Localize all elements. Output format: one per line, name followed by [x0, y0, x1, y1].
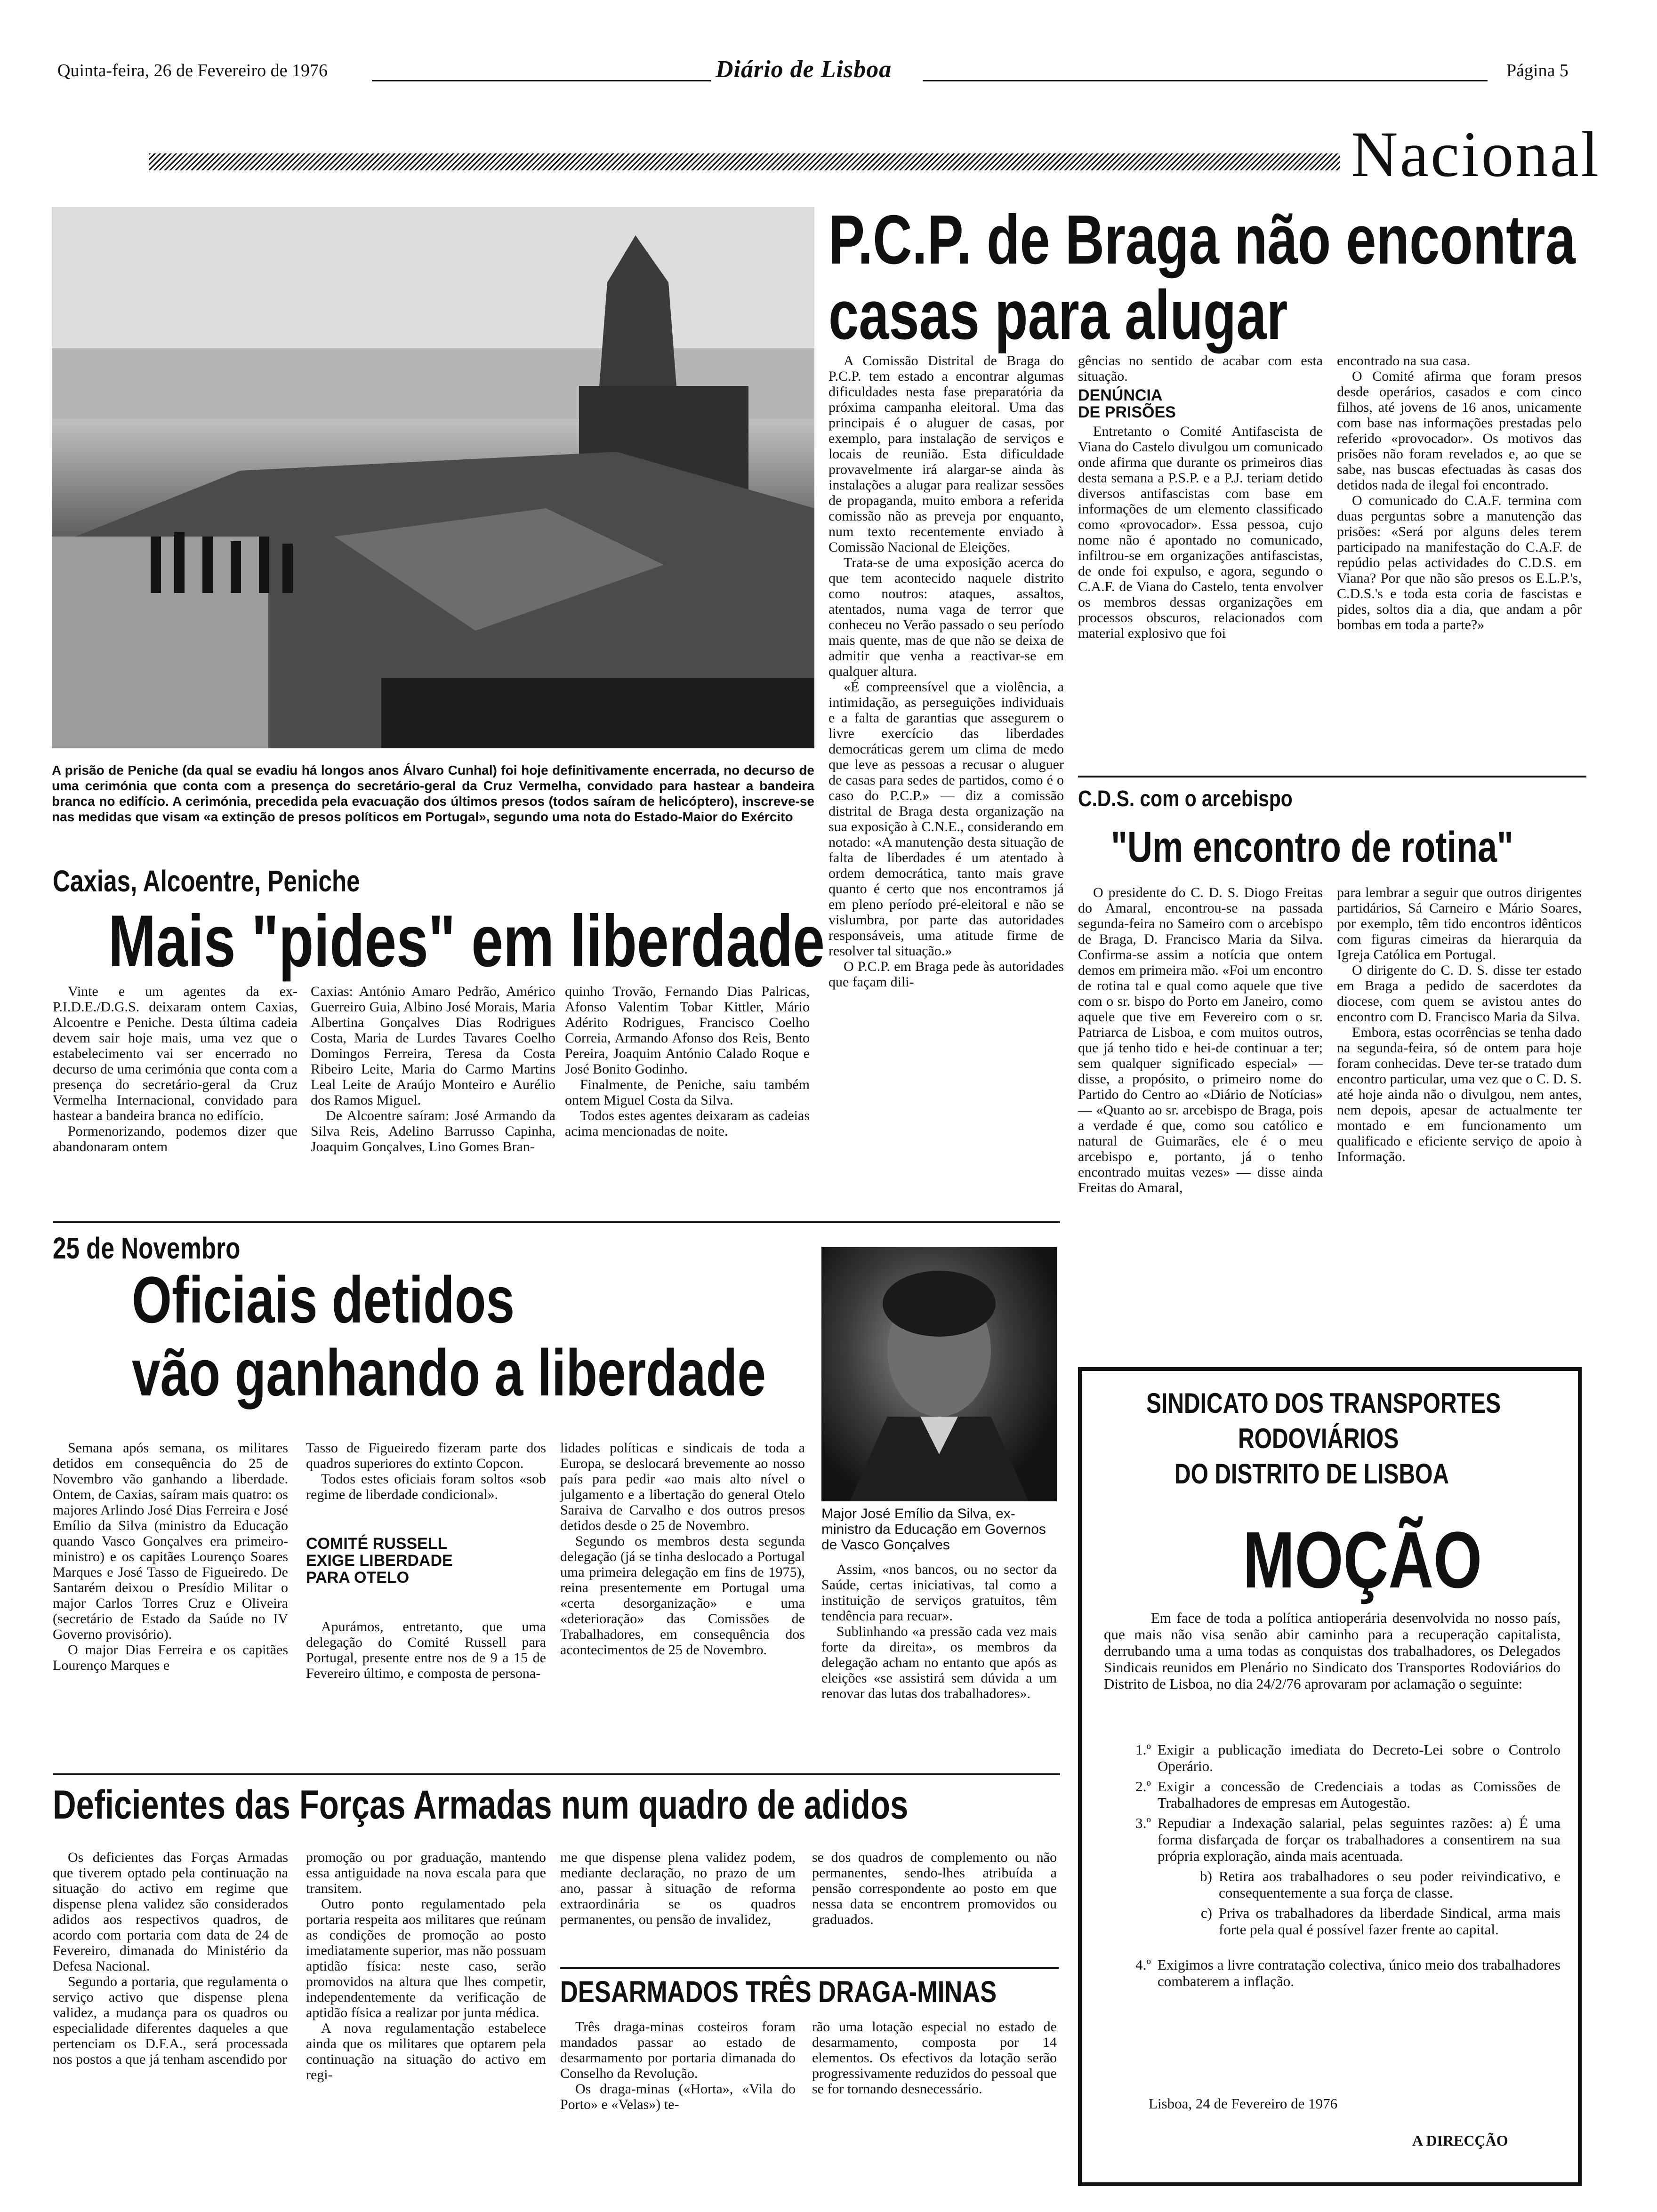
- cds-column-2: [1337, 885, 1582, 1164]
- deficientes-column-2: [306, 1850, 546, 2083]
- pides-kicker: Caxias, Alcoentre, Peniche: [53, 864, 360, 898]
- cds-kicker: C.D.S. com o arcebispo: [1078, 786, 1293, 811]
- deficientes-column-1: [53, 1850, 288, 2067]
- deficientes-headline: Deficientes das Forças Armadas num quadro de adidos: [53, 1782, 909, 1827]
- oficiais-paragraph: Todos estes oficiais foram soltos «sob regime de liberdade condicional».: [306, 1471, 546, 1502]
- oficiais-paragraph: Assim, «nos bancos, ou no sector da Saúde, certas iniciativas, tal como a instituição de serviços gratuitos, têm tendência para recuar».: [821, 1562, 1057, 1624]
- braga-column-2: [1078, 353, 1323, 641]
- braga-column-3: [1337, 353, 1582, 633]
- cds-paragraph: para lembrar a seguir que outros dirigentes partidários, Sá Carneiro e Mário Soares, por exemplo, têm tido encontros idênticos com figuras cimeiras da hierarquia da Igreja Católica em Portugal.: [1337, 885, 1582, 962]
- braga-column-1: [828, 353, 1064, 990]
- deficientes-paragraph: A nova regulamentação estabelece ainda que os militares que optarem pela continuação na situação do activo em regi-: [306, 2020, 546, 2083]
- deficientes-top-rule: [53, 1773, 1060, 1775]
- pides-column-1: [53, 984, 298, 1154]
- braga-paragraph: encontrado na sua casa.: [1337, 353, 1471, 369]
- mocao-title: MOÇÃO: [1243, 1515, 1482, 1605]
- header-rule-left: [372, 80, 711, 81]
- draga-top-rule: [560, 1967, 1059, 1969]
- oficiais-paragraph: Segundo os membros desta segunda delegação (já se tinha deslocado a Portugal uma primeira delegação em fins de 1975), reina presentemente em Portugal uma «certa desorganização» e uma «deterioração» das Comissões de Trabalhadores, em consequência dos acontecimentos de 25 de Novembro.: [560, 1533, 805, 1658]
- oficiais-paragraph: Sublinhando «a pressão cada vez mais forte da direita», os membros da delegação acham no entanto que após as eleições «se assistirá sem dúvida a um renovar das lutas dos trabalhadores».: [821, 1624, 1057, 1701]
- mocao-org-line1: SINDICATO DOS TRANSPORTES: [1146, 1387, 1501, 1419]
- pides-paragraph: De Alcoentre saíram: José Armando da Silva Reis, Adelino Barrusso Capinha, Joaquim Gonçalves, Lino Gomes Bran-: [311, 1108, 555, 1154]
- deficientes-paragraph: Segundo a portaria, que regulamenta o serviço activo que dispense plena validez, a mudança para os quadros ou especialidade diferentes daqueles a que pertenciam os D.F.A., será processada nos postos a que já tenham ascendido por: [53, 1974, 288, 2067]
- masthead: Diário de Lisboa: [716, 56, 892, 83]
- peniche-prison-photo: [52, 207, 814, 748]
- deficientes-paragraph: promoção ou por graduação, mantendo essa antiguidade na nova escala para que transitem.: [306, 1850, 546, 1896]
- deficientes-paragraph: Os deficientes das Forças Armadas que tiverem optado pela continuação na situação do activo em regime que dispense plena validez são considerados adidos aos respectivos quadros, de acordo com portaria com data de 24 de Fevereiro, dimanada do Ministério da Defesa Nacional.: [53, 1850, 288, 1974]
- peniche-photo-illustration: [52, 207, 814, 748]
- mocao-item-number: b): [1200, 1868, 1212, 1884]
- mocao-item: [1104, 1778, 1560, 1811]
- oficiais-paragraph: lidades políticas e sindicais de toda a Europa, se deslocará brevemente ao nosso país para pedir «ao mais alto nível o julgamento e a libertação do general Otelo Saraiva de Carvalho e dos outros presos detidos desde o 25 de Novembro.: [560, 1440, 805, 1533]
- draga-paragraph: Três draga-minas costeiros foram mandados passar ao estado de desarmamento por portaria dimanada do Conselho da Revolução.: [560, 2019, 796, 2081]
- mocao-item-number: 4.º: [1135, 1956, 1151, 1973]
- pides-column-3: [565, 984, 810, 1139]
- mocao-item-number: c): [1200, 1905, 1212, 1921]
- mocao-item-text: Retira aos trabalhadores o seu poder reivindicativo, e consequentemente a sua força de classe.: [1219, 1868, 1560, 1901]
- mocao-org-line2: RODOVIÁRIOS: [1238, 1423, 1399, 1454]
- oficiais-kicker: 25 de Novembro: [53, 1231, 241, 1265]
- mocao-items: [1104, 1741, 1560, 1993]
- cds-paragraph: O presidente do C. D. S. Diogo Freitas do Amaral, encontrou-se na passada segunda-feira no Sameiro com o arcebispo de Braga, D. Francisco Maria da Silva. Confirma-se assim a notícia que ontem demos em primeira mão. «Foi um encontro de rotina tal e qual como aquele que tive com o sr. bispo do Porto em Janeiro, como aquele que tive em Fevereiro com o sr. Patriarca de Lisboa, e com muitos outros, que já tenho tido e hei-de continuar a ter; sem qualquer significado especial» — disse, a propósito, o primeiro nome do Partido do Centro ao «Diário de Notícias» — «Quanto ao sr. arcebispo de Braga, pois a verdade é que, como sou católico e natural de Guimarães, ele é o meu arcebispo e, portanto, já o tenho encontrado muitas vezes» — disse ainda Freitas do Amaral,: [1078, 885, 1323, 1195]
- mocao-intro: Em face de toda a política antioperária desenvolvida no nosso país, que mais não visa senão abir caminho para a recuperação capitalista, derrubando uma a uma todas as conquistas dos trabalhadores, os Delegados Sindicais reunidos em Plenário no Sindicato dos Transportes Rodoviários do Distrito de Lisboa, no dia 24/2/76 aprovaram por aclamação o seguinte:: [1104, 1610, 1560, 1692]
- denuncia-subhead: DENÚNCIA DE PRISÕES: [1078, 386, 1176, 421]
- pides-headline: Mais "pides" em liberdade: [108, 900, 825, 982]
- section-title: Nacional: [1351, 118, 1601, 190]
- braga-paragraph: O Comité afirma que foram presos desde operários, casados e com cinco filhos, até jovens de 16 anos, unicamente com base nas informações prestadas pelo referido «provocador». Os motivos das prisões não foram revelados e, ao que se sabe, nas buscas efectuadas às casas dos detidos nada de ilegal foi encontrado.: [1337, 369, 1582, 493]
- mocao-item-number: 2.º: [1135, 1778, 1151, 1795]
- oficiais-column-4: [821, 1562, 1057, 1701]
- russell-subhead: COMITÉ RUSSELL EXIGE LIBERDADE PARA OTELO: [306, 1535, 453, 1587]
- braga-paragraph: Entretanto o Comité Antifascista de Viana do Castelo divulgou um comunicado onde afirma que durante os primeiros dias desta semana a P.S.P. e a P.J. teriam detido diversos antifascistas com base em informações de um elemento classificado como «provocador». Essa pessoa, cujo nome não é apontado no comunicado, infiltrou-se em organizações antifascistas, de onde foi expulso, e agora, segundo o C.A.F. de Viana do Castelo, tenta envolver os membros dessas organizações em processos obscuros, relacionados com material explosivo que foi: [1078, 424, 1323, 641]
- mocao-item-text: Priva os trabalhadores da liberdade Sindical, arma mais forte pela qual é possível fazer frente ao capital.: [1219, 1905, 1560, 1938]
- page-date: Quinta-feira, 26 de Fevereiro de 1976: [57, 61, 328, 80]
- oficiais-headline-line2: vão ganhando a liberdade: [132, 1336, 766, 1410]
- mocao-item: [1104, 1956, 1560, 1989]
- draga-headline: DESARMADOS TRÊS DRAGA-MINAS: [560, 1975, 997, 2009]
- mocao-item: [1104, 1868, 1560, 1901]
- pides-column-2: [311, 984, 555, 1154]
- oficiais-top-rule: [53, 1221, 1060, 1223]
- draga-paragraph: Os draga-minas («Horta», «Vila do Porto» e «Velas») te-: [560, 2081, 796, 2112]
- oficiais-paragraph: Apurámos, entretanto, que uma delegação do Comité Russell para Portugal, presente entre nos de 9 a 15 de Fevereiro último, e composta de persona-: [306, 1619, 546, 1681]
- oficiais-column-2: [306, 1440, 546, 1681]
- oficiais-paragraph: Semana após semana, os militares detidos em consequência do 25 de Novembro vão ganhando a liberdade. Ontem, de Caxias, saíram mais quatro: os majores Arlindo José Dias Ferreira e José Emílio da Silva (ministro da Educação quando Vasco Gonçalves era primeiro-ministro) e os capitães Lourenço Soares Marques e José Tasso de Figueiredo. De Santarém deixou o Presídio Militar o major Carlos Torres Cruz e Oliveira (secretário de Estado da Saúde no IV Governo provisório).: [53, 1440, 288, 1642]
- page-number: Página 5: [1506, 61, 1569, 80]
- pides-paragraph: Vinte e um agentes da ex-P.I.D.E./D.G.S. deixaram ontem Caxias, Alcoentre e Peniche. Desta última cadeia devem sair hoje mais, uma vez que o estabelecimento vai ser encerrado no decurso de uma cerimónia que conta com a presença do secretário-geral da Cruz Vermelha Internacional, convidado para hastear a bandeira branca no edifício.: [53, 984, 298, 1123]
- peniche-photo-caption: A prisão de Peniche (da qual se evadiu há longos anos Álvaro Cunhal) foi hoje definitivamente encerrada, no decurso de uma cerimónia que conta com a presença do secretário-geral da Cruz Vermelha, convidado para hastear a bandeira branca no edifício. A cerimónia, precedida pela evacuação dos últimos presos (todos saíram de helicóptero), inscreve-se nas medidas que visam «a extinção de presos políticos em Portugal», segundo uma nota do Estado-Maior do Exército: [52, 763, 814, 824]
- deficientes-column-4: [812, 1850, 1057, 1927]
- pides-paragraph: Finalmente, de Peniche, saiu também ontem Miguel Costa da Silva.: [565, 1077, 810, 1108]
- mocao-item: [1104, 1905, 1560, 1938]
- portrait-illustration: [821, 1247, 1057, 1501]
- cds-top-rule: [1078, 776, 1586, 777]
- header-rule-right: [923, 80, 1488, 81]
- braga-headline-line2: casas para alugar: [828, 276, 1288, 354]
- oficiais-headline-line1: Oficiais detidos: [132, 1263, 515, 1337]
- mocao-item-text: Exigir a concessão de Credenciais a todas as Comissões de Trabalhadores de empresas em Autogestão.: [1158, 1778, 1560, 1811]
- braga-paragraph: O comunicado do C.A.F. termina com duas perguntas sobre a manutenção das prisões: «Será por alguns deles terem participado na manifestação do C.A.F. de repúdio pelas actividades do C.D.S. em Viana? Por que não são presos os E.L.P.'s, C.D.S.'s e toda esta coria de fascistas e pides, soltos dia a dia, que andam a pôr bombas em toda a parte?»: [1337, 493, 1582, 633]
- draga-column-1: [560, 2019, 796, 2112]
- mocao-signature: A DIRECÇÃO: [1412, 2132, 1508, 2149]
- cds-paragraph: O dirigente do C. D. S. disse ter estado em Braga a pedido de sacerdotes da diocese, com quem se avistou antes do encontro com D. Francisco Maria da Silva.: [1337, 962, 1582, 1025]
- cds-headline: "Um encontro de rotina": [1111, 823, 1513, 871]
- mocao-item: [1104, 1741, 1560, 1774]
- deficientes-paragraph: Outro ponto regulamentado pela portaria respeita aos militares que reúnam as condições de promoção ao posto imediatamente superior, mas não possuam aptidão física: neste caso, serão promovidos na altura que lhes competir, independentemente da verificação de aptidão física a realizar por junta médica.: [306, 1896, 546, 2020]
- mocao-item-text: Exigimos a livre contratação colectiva, único meio dos trabalhadores combaterem a inflação.: [1158, 1956, 1560, 1989]
- oficiais-column-1: [53, 1440, 288, 1673]
- braga-paragraph: gências no sentido de acabar com esta situação.: [1078, 353, 1323, 384]
- deficientes-paragraph: se dos quadros de complemento ou não permanentes, sendo-lhes atribuída a pensão correspondente ao posto em que nessa data se encontrem promovidos ou graduados.: [812, 1850, 1057, 1927]
- oficiais-paragraph: O major Dias Ferreira e os capitães Lourenço Marques e: [53, 1642, 288, 1673]
- mocao-date: Lisboa, 24 de Fevereiro de 1976: [1149, 2095, 1338, 2112]
- pides-paragraph: quinho Trovão, Fernando Dias Palricas, Afonso Valentim Tobar Kittler, Mário Adérito Rodrigues, Francisco Coelho Correia, Armando Afonso dos Reis, Bento Pereira, Joaquim António Calado Roque e José Bonito Godinho.: [565, 984, 810, 1077]
- oficiais-paragraph: Tasso de Figueiredo fizeram parte dos quadros superiores do extinto Copcon.: [306, 1440, 546, 1471]
- major-portrait-photo: [821, 1247, 1057, 1501]
- braga-headline-line1: P.C.P. de Braga não encontra: [828, 201, 1576, 279]
- mocao-item-text: Exigir a publicação imediata do Decreto-Lei sobre o Controlo Operário.: [1158, 1741, 1560, 1774]
- section-hatch-bar: [149, 153, 1340, 170]
- deficientes-column-3: [560, 1850, 796, 1927]
- pides-paragraph: Todos estes agentes deixaram as cadeias acima mencionadas de noite.: [565, 1108, 810, 1139]
- braga-paragraph: A Comissão Distrital de Braga do P.C.P. tem estado a encontrar algumas dificuldades nesta fase preparatória da próxima campanha eleitoral. Uma das principais é o aluguer de casas, por exemplo, para instalação de serviços e locais de reunião. Esta dificuldade provavelmente irá alargar-se ainda às instalações a alugar para realizar sessões de propaganda, muito embora a referida comissão não as preveja por enquanto, num texto recentemente enviado à Comissão Nacional de Eleições.: [828, 353, 1064, 555]
- mocao-org-line3: DO DISTRITO DE LISBOA: [1174, 1458, 1449, 1490]
- major-photo-caption: Major José Emílio da Silva, ex-ministro da Educação em Governos de Vasco Gonçalves: [821, 1506, 1046, 1553]
- mocao-item-number: 1.º: [1135, 1741, 1151, 1758]
- braga-paragraph: O P.C.P. em Braga pede às autoridades que façam dili-: [828, 959, 1064, 990]
- pides-paragraph: Caxias: António Amaro Pedrão, Américo Guerreiro Guia, Albino José Morais, Maria Albertina Gonçalves Dias Rodrigues Costa, Maria de Lurdes Tavares Coelho Domingos Ferreira, Teresa da Costa Ribeiro Leite, Maria do Carmo Martins Leal Leite de Araújo Monteiro e Aurélio dos Ramos Miguel.: [311, 984, 555, 1108]
- draga-paragraph: rão uma lotação especial no estado de desarmamento, composta por 14 elementos. Os efectivos da lotação serão progressivamente reduzidos do pessoal que se for tornando desnecessário.: [812, 2019, 1057, 2097]
- cds-paragraph: Embora, estas ocorrências se tenha dado na segunda-feira, só de ontem para hoje foram conhecidas. Deve ter-se tratado dum encontro particular, uma vez que o C. D. S. até hoje ainda não o divulgou, nem antes, nem depois, apesar de actualmente ter montado e em funcionamento um qualificado e eficiente serviço de apoio à Informação.: [1337, 1025, 1582, 1164]
- oficiais-column-3: [560, 1440, 805, 1658]
- braga-paragraph: «É compreensível que a violência, a intimidação, as perseguições individuais e a falta de garantias que assegurem o livre exercício das liberdades democráticas gerem um clima de medo que leve as pessoas a recusar o aluguer de casas para sedes de partidos, como é o caso do P.C.P.» — diz a comissão distrital de Braga desta organização na sua exposição à C.N.E., considerando em notado: «A manutenção desta situação de falta de liberdades é um atentado à ordem democrática, tanto mais grave quanto é certo que nos encontramos já em pleno período pré-eleitoral e não se vislumbra, por parte das autoridades responsáveis, uma atitude firme de resolver tal situação.»: [828, 679, 1064, 959]
- mocao-item: [1104, 1815, 1560, 1864]
- cds-column-1: [1078, 885, 1323, 1195]
- braga-paragraph: Trata-se de uma exposição acerca do que tem acontecido naquele distrito como noutros: ataques, assaltos, atentados, numa vaga de terror que conheceu no Verão passado o seu período mais quente, mas de que não se deixa de admitir que venha a reactivar-se em qualquer altura.: [828, 555, 1064, 679]
- draga-column-2: [812, 2019, 1057, 2097]
- mocao-item-number: 3.º: [1135, 1815, 1151, 1831]
- pides-paragraph: Pormenorizando, podemos dizer que abandonaram ontem: [53, 1123, 298, 1154]
- deficientes-paragraph: me que dispense plena validez podem, mediante declaração, no prazo de um ano, passar à situação de reforma extraordinária se os quadros permanentes, ou pensão de invalidez,: [560, 1850, 796, 1927]
- mocao-item-text: Repudiar a Indexação salarial, pelas seguintes razões: a) É uma forma disfarçada de forçar os trabalhadores a consentirem na sua própria exploração, ainda mais acentuada.: [1158, 1815, 1560, 1864]
